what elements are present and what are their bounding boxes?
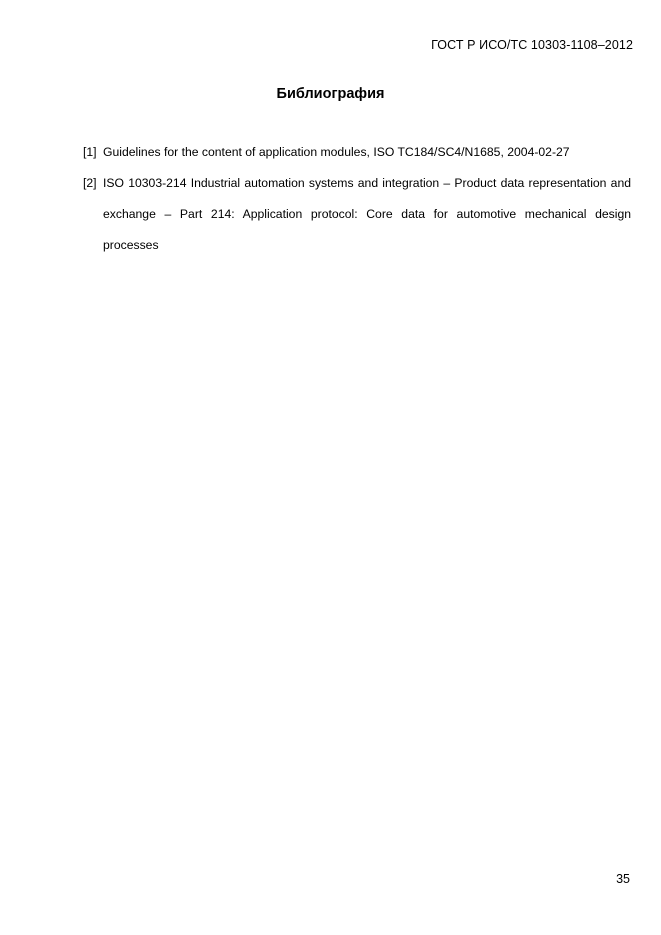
page-number: 35 xyxy=(616,872,630,886)
document-code-header: ГОСТ Р ИСО/ТС 10303-1108–2012 xyxy=(431,38,633,52)
bibliography-entry-number: [2] xyxy=(83,176,97,190)
bibliography-entry xyxy=(83,137,631,168)
bibliography-title: Библиография xyxy=(276,86,385,102)
bibliography-entry-text: Guidelines for the content of application modules, ISO TC184/SC4/N1685, 2004-02-27 xyxy=(103,145,570,159)
bibliography-entry-number: [1] xyxy=(83,145,97,159)
bibliography-entry-text: ISO 10303-214 Industrial automation systems and integration – Product data representation and exchange – Part 214: Application protocol: Core data for automotive mechanical design processes xyxy=(103,176,631,252)
bibliography-entry xyxy=(83,168,631,261)
bibliography-list xyxy=(83,137,631,261)
